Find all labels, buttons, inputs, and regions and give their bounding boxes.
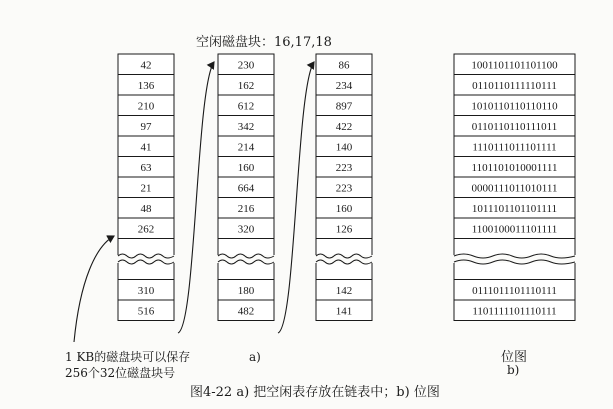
bitmap-block-cell: 0110110111110111 xyxy=(472,79,557,92)
list-block-2-cell: 612 xyxy=(237,100,255,113)
list-block-2-cell: 180 xyxy=(237,284,255,297)
figure-caption: 图4-22 a) 把空闲表存放在链表中；b) 位图 xyxy=(190,385,440,400)
list-block-1-cell: 21 xyxy=(140,182,152,195)
bitmap-block-cell: 1101101010001111 xyxy=(471,161,558,174)
list-block-1-break-mask xyxy=(115,255,177,263)
list-block-1-cell: 48 xyxy=(140,202,152,215)
list-block-1-cell: 97 xyxy=(140,120,152,133)
list-block-1-cell: 262 xyxy=(137,223,155,236)
list-block-2-cell: 162 xyxy=(237,79,255,92)
list-block-1 xyxy=(115,54,177,321)
note-line-2: 256个32位磁盘块号 xyxy=(65,366,176,380)
list-block-3-cell: 141 xyxy=(335,305,353,318)
list-block-1-cell: 41 xyxy=(140,141,152,154)
list-block-3-cell: 422 xyxy=(335,120,353,133)
bitmap-block-cell: 0111011101110111 xyxy=(472,284,557,297)
free-blocks-header: 空闲磁盘块：16,17,18 xyxy=(196,35,332,50)
list-block-2-cell: 342 xyxy=(237,120,255,133)
list-block-3-cell: 86 xyxy=(338,59,350,72)
list-block-3-cell: 234 xyxy=(335,79,353,92)
list-block-1-cell: 136 xyxy=(137,79,155,92)
bitmap-block-cell: 0110110110111011 xyxy=(471,120,558,133)
list-block-2-cell: 482 xyxy=(237,305,255,318)
next-block-arrow-1 xyxy=(178,62,214,333)
sublabel-a: a) xyxy=(249,350,261,364)
bitmap-block-cell: 0000111011010111 xyxy=(471,182,558,195)
list-block-3-cell: 126 xyxy=(335,223,353,236)
list-block-3-cell: 223 xyxy=(335,161,353,174)
sublabel-b: b) xyxy=(507,363,520,377)
list-block-3-break-mask xyxy=(313,255,375,263)
bitmap-block-cell: 1011101101101111 xyxy=(471,202,558,215)
bitmap-block-cell: 1010110110110110 xyxy=(471,100,558,113)
list-block-1-cell: 42 xyxy=(140,59,152,72)
list-block-2-cell: 216 xyxy=(237,202,255,215)
bitmap-block-cell: 1001101101101100 xyxy=(471,59,558,72)
list-block-2-cell: 214 xyxy=(237,141,255,154)
list-block-3-cell: 142 xyxy=(335,284,353,297)
list-block-1-cell: 210 xyxy=(137,100,155,113)
list-block-2-cell: 664 xyxy=(237,182,255,195)
bitmap-block-cell: 1110111011101111 xyxy=(472,141,557,154)
bitmap-block-cell: 1101111101110111 xyxy=(472,305,557,318)
note-line-1: 1 KB的磁盘块可以保存 xyxy=(65,350,191,364)
bitmap-block-break-mask xyxy=(451,255,578,263)
list-block-2-break-mask xyxy=(215,255,277,263)
list-block-1-cell: 516 xyxy=(137,305,155,318)
list-block-3-cell: 160 xyxy=(335,202,353,215)
bitmap-block-cell: 1100100011101111 xyxy=(471,223,558,236)
list-block-3 xyxy=(313,54,375,321)
bitmap-label: 位图 xyxy=(501,350,528,365)
list-block-2 xyxy=(215,54,277,321)
bitmap-block xyxy=(451,54,578,321)
list-block-2-cell: 160 xyxy=(237,161,255,174)
list-block-3-cell: 897 xyxy=(335,100,353,113)
next-block-arrow-2 xyxy=(278,62,314,333)
list-block-3-cell: 140 xyxy=(335,141,353,154)
list-block-2-cell: 320 xyxy=(237,223,255,236)
note-pointer-arrow xyxy=(74,236,114,342)
list-block-1-cell: 310 xyxy=(137,284,155,297)
list-block-2-cell: 230 xyxy=(237,59,255,72)
list-block-3-cell: 223 xyxy=(335,182,353,195)
list-block-1-cell: 63 xyxy=(140,161,152,174)
